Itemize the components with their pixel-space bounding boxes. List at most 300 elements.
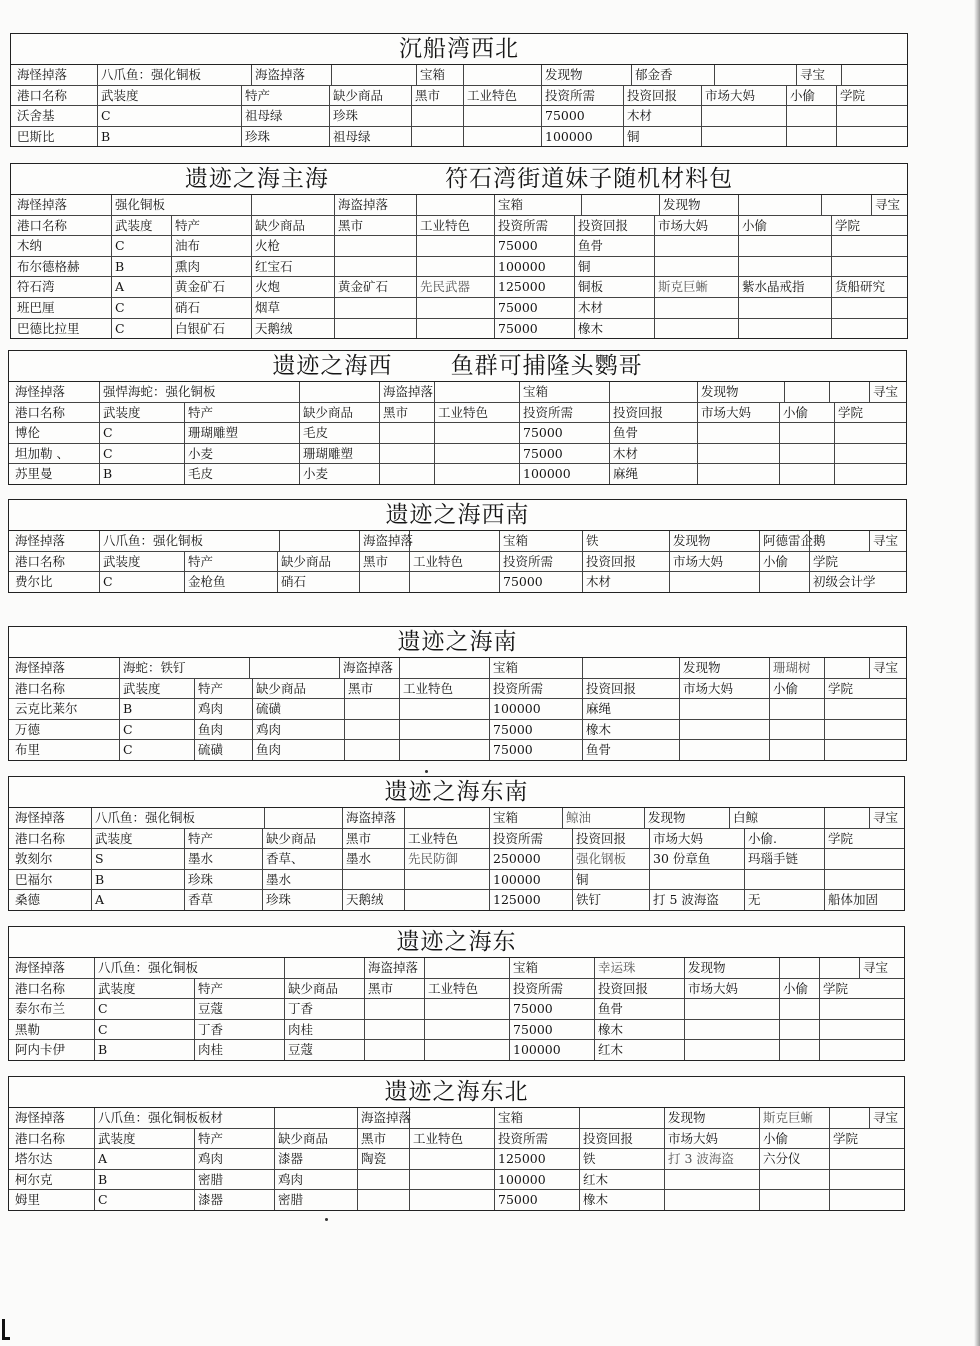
table-cell: 缺少商品 (262, 829, 342, 849)
table-cell (416, 298, 494, 318)
table-cell (821, 195, 871, 215)
table-cell (829, 1108, 869, 1128)
table-cell: 姆里 (15, 1192, 41, 1208)
table-cell: 投资回报 (582, 552, 669, 572)
table-cell (669, 572, 759, 592)
table-cell: 布尔德格赫 (17, 258, 80, 274)
table-cell: 市场大妈 (649, 829, 744, 849)
table-cell: 发现物 (664, 1108, 759, 1128)
table-cell: 海盗掉落 (359, 531, 409, 551)
table-cell: 缺少商品 (251, 216, 334, 236)
table-cell: 橡木 (582, 720, 679, 740)
table-cell: 祖母绿 (241, 106, 329, 126)
table-cell (824, 740, 906, 760)
port-row (11, 236, 907, 257)
table-cell: 郁金香 (631, 65, 714, 85)
table-cell: 100000 (489, 699, 582, 719)
table-cell: 八爪鱼：强化铜板 (91, 808, 264, 828)
table-cell: 缺少商品 (299, 403, 379, 423)
table-cell: 武装度 (111, 216, 171, 236)
table-cell: 鸡肉 (194, 699, 252, 719)
table-cell: 鱼肉 (194, 720, 252, 740)
table-cell (409, 1190, 494, 1210)
table-cell (274, 1108, 357, 1128)
table-cell: 港口名称 (15, 680, 66, 696)
table-cell (738, 236, 831, 256)
table-cell (809, 531, 869, 551)
port-row (11, 127, 907, 147)
table-cell (738, 298, 831, 318)
table-cell: 小偷 (779, 403, 834, 423)
table-cell: 100000 (489, 870, 572, 890)
table-cell: 橡木 (594, 1020, 684, 1040)
table-cell: 海怪掉落 (17, 67, 68, 82)
table-cell (697, 423, 779, 443)
table-cell (399, 720, 489, 740)
table-cell: 学院 (831, 216, 907, 236)
table-cell: 投资所需 (541, 86, 623, 106)
table-cell: 沃舍基 (17, 108, 55, 124)
column-header-row (9, 403, 906, 424)
table-cell: 黑市 (342, 829, 404, 849)
table-cell: 货船研究 (831, 277, 907, 297)
table-cell (364, 999, 424, 1019)
table-cell: 木材 (582, 572, 669, 592)
table-cell: 75000 (494, 236, 574, 256)
table-cell (334, 236, 416, 256)
table-cell (582, 658, 679, 678)
table-cell: 75000 (499, 572, 582, 592)
port-row (9, 1190, 904, 1210)
port-row (11, 319, 907, 339)
table-cell: 特产 (194, 1129, 274, 1149)
table-cell (334, 257, 416, 277)
table-cell (819, 1020, 904, 1040)
table-cell: 发现物 (644, 808, 729, 828)
table-cell (664, 1170, 759, 1190)
table-cell: 木材 (609, 444, 697, 464)
table-cell: 豆蔻 (284, 1040, 364, 1060)
region-title: 遗迹之海东南 (9, 777, 904, 808)
table-cell: 海怪掉落 (15, 660, 66, 675)
region-title: 遗迹之海主海 符石湾街道妹子随机材料包 (11, 164, 907, 195)
table-cell: 宝箱 (489, 808, 562, 828)
table-cell (679, 699, 769, 719)
table-cell: 黄金矿石 (334, 277, 416, 297)
table-cell (679, 740, 769, 760)
table-cell (831, 236, 907, 256)
table-cell: 黑市 (334, 216, 416, 236)
table-cell (779, 444, 834, 464)
table-cell: 港口名称 (15, 980, 66, 996)
table-cell: 硫磺 (194, 740, 252, 760)
table-cell: 投资回报 (574, 216, 654, 236)
table-cell (786, 127, 836, 147)
port-row (9, 1020, 904, 1041)
table-cell (786, 106, 836, 126)
table-cell: 寻宝 (869, 382, 906, 402)
table-cell: C (111, 236, 171, 256)
region-table-s4 (8, 499, 907, 593)
table-cell: S (91, 849, 184, 869)
table-cell: C (94, 1020, 194, 1040)
table-cell: 75000 (494, 298, 574, 318)
table-cell: 泰尔布兰 (15, 1001, 66, 1017)
table-cell (834, 464, 906, 484)
port-row (9, 890, 904, 910)
table-cell: 发现物 (679, 658, 769, 678)
region-title: 遗迹之海东北 (9, 1077, 904, 1108)
table-cell: B (94, 1040, 194, 1060)
table-cell: 鸡肉 (274, 1170, 357, 1190)
table-cell: 宝箱 (519, 382, 609, 402)
port-row (11, 298, 907, 319)
table-cell (609, 382, 697, 402)
table-cell (824, 870, 904, 890)
table-cell (769, 740, 824, 760)
table-cell (769, 720, 824, 740)
table-cell: 云克比莱尔 (15, 701, 78, 717)
table-cell (697, 444, 779, 464)
table-cell (434, 423, 519, 443)
table-cell: C (94, 999, 194, 1019)
table-cell: 武装度 (94, 1129, 194, 1149)
table-cell: 费尔比 (15, 574, 53, 590)
table-cell (701, 106, 786, 126)
region-table-s2 (10, 163, 908, 339)
table-cell: 海盗掉落 (364, 958, 424, 978)
table-cell: 黑市 (359, 552, 409, 572)
table-cell (824, 808, 869, 828)
table-cell: 宝箱 (509, 958, 594, 978)
table-cell: 塔尔达 (15, 1151, 53, 1167)
table-cell: 75000 (541, 106, 623, 126)
port-row (9, 849, 904, 870)
table-cell: 红木 (579, 1170, 664, 1190)
table-cell: 丁香 (284, 999, 364, 1019)
port-row (9, 444, 906, 465)
table-cell: 发现物 (659, 195, 738, 215)
table-cell: 木材 (574, 298, 654, 318)
table-cell: 鱼骨 (582, 740, 679, 760)
table-cell: 小偷 (779, 979, 819, 999)
table-cell: 无 (744, 890, 824, 910)
table-cell (841, 65, 886, 85)
table-cell: 珊瑚雕塑 (299, 444, 379, 464)
table-cell (829, 1149, 904, 1169)
table-cell: 250000 (489, 849, 572, 869)
drop-info-row (11, 195, 907, 216)
region-title: 遗迹之海南 (9, 627, 906, 658)
table-cell: 苏里曼 (15, 466, 53, 482)
table-cell: 特产 (184, 829, 262, 849)
table-cell (379, 423, 434, 443)
table-cell: 发现物 (684, 958, 779, 978)
table-cell: 海怪掉落 (15, 810, 66, 825)
port-row (11, 277, 907, 298)
region-table-s8 (8, 1076, 905, 1211)
table-cell: 六分仪 (759, 1149, 829, 1169)
table-cell: B (119, 699, 194, 719)
table-cell (649, 870, 744, 890)
table-cell: 紫水晶戒指 (738, 277, 831, 297)
table-cell: 工业特色 (404, 829, 489, 849)
table-cell (364, 1020, 424, 1040)
table-cell: 海盗掉落 (334, 195, 416, 215)
table-cell: 寻宝 (869, 808, 904, 828)
table-cell (824, 720, 906, 740)
table-cell (824, 658, 869, 678)
table-cell: A (94, 1149, 194, 1169)
column-header-row (9, 679, 906, 700)
table-cell (434, 382, 519, 402)
table-cell: 珍珠 (329, 106, 411, 126)
table-cell: 125000 (489, 890, 572, 910)
column-header-row (9, 1129, 904, 1150)
table-cell: 烟草 (251, 298, 334, 318)
table-cell: 125000 (494, 277, 574, 297)
scan-speck (425, 770, 428, 773)
port-row (9, 572, 906, 592)
table-cell: B (111, 257, 171, 277)
table-cell: 黑市 (379, 403, 434, 423)
table-cell: 市场大妈 (684, 979, 779, 999)
table-cell: 港口名称 (15, 1130, 66, 1146)
port-row (9, 720, 906, 741)
table-cell: 投资回报 (594, 979, 684, 999)
table-cell: 万德 (15, 721, 41, 737)
table-cell: 香草 (184, 890, 262, 910)
table-cell: 毛皮 (184, 464, 299, 484)
table-cell: 布里 (15, 742, 41, 758)
table-cell (701, 127, 786, 147)
table-cell (364, 1040, 424, 1060)
region-table-s7 (8, 926, 905, 1061)
table-cell (334, 298, 416, 318)
table-cell (738, 195, 821, 215)
table-cell: 投资回报 (623, 86, 701, 106)
table-cell: 黑市 (344, 679, 399, 699)
table-cell: 发现物 (541, 65, 631, 85)
drop-info-row (9, 958, 904, 979)
table-cell: 投资所需 (494, 216, 574, 236)
table-cell (581, 195, 659, 215)
table-cell (409, 1108, 494, 1128)
table-cell (738, 319, 831, 339)
table-cell: 寻宝 (796, 65, 841, 85)
table-cell: 特产 (194, 679, 252, 699)
table-cell: 阿德雷企鹅 (759, 531, 809, 551)
table-cell: 武装度 (91, 829, 184, 849)
table-cell (344, 720, 399, 740)
table-cell: 缺少商品 (252, 679, 344, 699)
table-cell (399, 658, 489, 678)
table-cell: 100000 (541, 127, 623, 147)
table-cell: 投资所需 (499, 552, 582, 572)
table-cell: B (99, 464, 184, 484)
table-cell (684, 1020, 779, 1040)
table-cell: 铜 (574, 257, 654, 277)
table-cell: 班巴厘 (17, 299, 55, 315)
table-cell: 75000 (519, 444, 609, 464)
table-cell: C (111, 298, 171, 318)
table-cell (416, 195, 494, 215)
table-cell: 肉桂 (194, 1040, 284, 1060)
table-cell: 75000 (509, 1020, 594, 1040)
table-cell: 橡木 (579, 1190, 664, 1210)
table-cell (334, 319, 416, 339)
table-cell (279, 531, 359, 551)
table-cell (744, 870, 824, 890)
table-cell (424, 1020, 509, 1040)
table-cell: 发现物 (697, 382, 784, 402)
table-cell (357, 1170, 409, 1190)
table-cell (714, 65, 796, 85)
table-cell: 港口名称 (17, 217, 68, 233)
table-cell: 密腊 (194, 1170, 274, 1190)
table-cell: 武装度 (119, 679, 194, 699)
table-cell: 学院 (829, 1129, 904, 1149)
region-title: 沉船湾西北 (11, 34, 907, 65)
port-row (9, 1149, 904, 1170)
table-cell: 斯克巨蜥 (759, 1108, 829, 1128)
table-cell (344, 699, 399, 719)
table-cell: 投资所需 (489, 829, 572, 849)
table-cell: 八爪鱼：强化铜板 (99, 531, 279, 551)
table-cell: 初级会计学 (809, 572, 906, 592)
table-cell: 工业特色 (409, 552, 499, 572)
table-cell: 海盗掉落 (339, 658, 399, 678)
table-cell: 武装度 (99, 552, 184, 572)
drop-info-row (9, 1108, 904, 1129)
table-cell: 市场大妈 (664, 1129, 759, 1149)
table-cell (819, 958, 859, 978)
table-cell: C (97, 106, 241, 126)
table-cell: 工业特色 (409, 1129, 494, 1149)
region-table-s1 (10, 33, 908, 147)
table-cell: 珍珠 (241, 127, 329, 147)
table-cell: 发现物 (669, 531, 759, 551)
table-cell: 100000 (494, 257, 574, 277)
table-cell: 市场大妈 (654, 216, 738, 236)
table-cell: 海盗掉落 (251, 65, 331, 85)
table-cell (579, 1108, 664, 1128)
table-cell (834, 423, 906, 443)
table-cell: 海怪掉落 (15, 960, 66, 975)
table-cell: 市场大妈 (679, 679, 769, 699)
scan-edge-shadow (974, 0, 980, 1346)
table-cell: 75000 (489, 720, 582, 740)
table-cell: C (111, 319, 171, 339)
table-cell: 幸运珠 (594, 958, 684, 978)
table-cell (357, 1190, 409, 1210)
table-cell (824, 699, 906, 719)
table-cell (819, 999, 904, 1019)
table-cell (404, 808, 489, 828)
table-cell (409, 572, 499, 592)
table-cell (249, 658, 339, 678)
table-cell: 海盗掉落 (357, 1108, 409, 1128)
table-cell: 火炮 (251, 277, 334, 297)
table-cell: B (94, 1170, 194, 1190)
column-header-row (9, 829, 904, 850)
table-cell: 75000 (519, 423, 609, 443)
table-cell: 小偷 (759, 1129, 829, 1149)
table-cell: 肉桂 (284, 1020, 364, 1040)
table-cell: 特产 (184, 552, 277, 572)
table-cell: 硝石 (277, 572, 359, 592)
table-cell: 学院 (809, 552, 906, 572)
table-cell: 投资所需 (489, 679, 582, 699)
table-cell: 小麦 (184, 444, 299, 464)
table-cell: 125000 (494, 1149, 579, 1169)
port-row (9, 740, 906, 760)
table-cell (654, 319, 738, 339)
table-cell: 红宝石 (251, 257, 334, 277)
table-cell: 墨水 (184, 849, 262, 869)
table-cell: 投资所需 (494, 1129, 579, 1149)
table-cell (829, 382, 869, 402)
table-cell (463, 65, 541, 85)
table-cell: 白银矿石 (171, 319, 251, 339)
table-cell: 黑市 (364, 979, 424, 999)
table-cell: 黄金矿石 (171, 277, 251, 297)
table-cell: 港口名称 (15, 830, 66, 846)
table-cell (654, 298, 738, 318)
region-title: 遗迹之海西 鱼群可捕隆头鹦哥 (9, 351, 906, 382)
table-cell: 学院 (824, 829, 904, 849)
table-cell: 巴德比拉里 (17, 320, 80, 336)
table-cell: 海怪掉落 (15, 384, 66, 399)
port-row (9, 999, 904, 1020)
table-cell (416, 236, 494, 256)
table-cell: 学院 (819, 979, 904, 999)
table-cell: 符石湾 (17, 279, 55, 295)
port-row (11, 106, 907, 127)
table-cell: B (91, 870, 184, 890)
table-cell: 投资所需 (509, 979, 594, 999)
table-cell: 珊瑚树 (769, 658, 824, 678)
table-cell: 小偷 (769, 679, 824, 699)
table-cell: 墨水 (342, 849, 404, 869)
table-cell (284, 958, 364, 978)
table-cell: 阿内卡伊 (15, 1042, 66, 1058)
table-cell: 铜板 (574, 277, 654, 297)
column-header-row (9, 979, 904, 1000)
table-cell: 宝箱 (489, 658, 582, 678)
column-header-row (11, 216, 907, 237)
table-cell: 工业特色 (434, 403, 519, 423)
region-table-s5 (8, 626, 907, 761)
table-cell (769, 699, 824, 719)
table-cell (836, 106, 907, 126)
table-cell: 香草、 (262, 849, 342, 869)
table-cell: 先民防御 (404, 849, 489, 869)
table-cell: 宝箱 (494, 1108, 579, 1128)
table-cell: 特产 (241, 86, 329, 106)
table-cell (424, 958, 509, 978)
table-cell: 学院 (834, 403, 906, 423)
table-cell: C (99, 444, 184, 464)
table-cell: 强化钢板 (572, 849, 649, 869)
table-cell: 硫磺 (252, 699, 344, 719)
table-cell: 缺少商品 (274, 1129, 357, 1149)
column-header-row (11, 86, 907, 107)
table-cell: 鱼骨 (594, 999, 684, 1019)
table-cell (409, 531, 499, 551)
table-cell (664, 1190, 759, 1210)
table-cell (831, 257, 907, 277)
